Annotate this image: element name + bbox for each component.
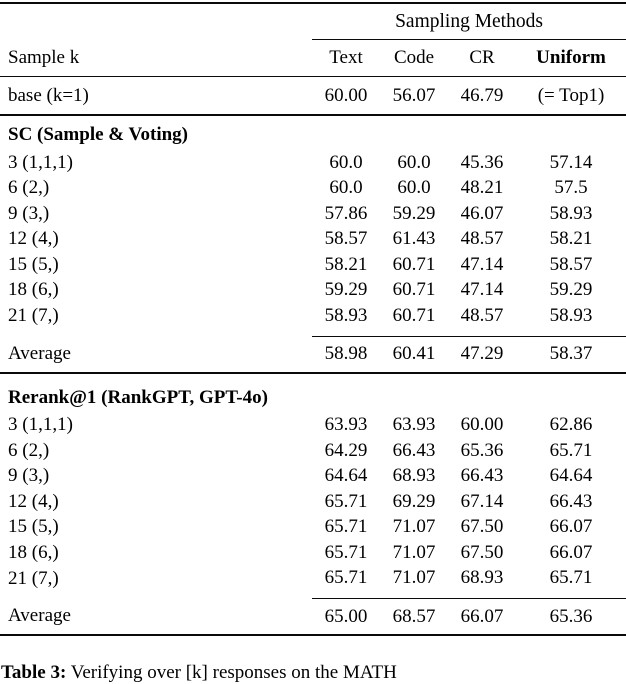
row-value: 60.71 — [392, 304, 436, 326]
row-label: 9 (3,) — [8, 202, 50, 224]
row-label: 18 (6,) — [8, 279, 59, 301]
row-value: 67.14 — [460, 490, 504, 512]
row-value: 59.29 — [324, 279, 368, 301]
row-label: 15 (5,) — [8, 516, 59, 538]
section-title-row — [0, 115, 626, 150]
col-header-cr: CR — [448, 40, 516, 77]
row-value: 57.86 — [324, 202, 368, 224]
row-value: 64.29 — [324, 439, 368, 461]
col-header-sample-k: Sample k — [0, 40, 312, 77]
row-value: 58.57 — [324, 228, 368, 250]
average-value: 65.36 — [516, 599, 626, 636]
average-label: Average — [0, 336, 312, 373]
section-title-row — [0, 373, 626, 413]
average-value: 65.00 — [312, 599, 380, 636]
row-label: 6 (2,) — [8, 177, 50, 199]
row-value: 59.29 — [549, 279, 593, 301]
row-label: 15 (5,) — [8, 253, 59, 275]
base-row — [0, 77, 626, 116]
row-value: 65.36 — [460, 439, 504, 461]
results-table — [0, 2, 626, 636]
table-caption — [0, 662, 626, 684]
average-value: 66.07 — [448, 599, 516, 636]
row-value: 58.93 — [549, 304, 593, 326]
base-value-code: 56.07 — [380, 77, 448, 116]
row-value: 68.93 — [392, 465, 436, 487]
row-label: 3 (1,1,1) — [8, 414, 73, 436]
table-row — [0, 413, 626, 439]
table-sections — [0, 115, 626, 635]
col-header-uniform: Uniform — [516, 40, 626, 77]
row-value: 58.93 — [324, 304, 368, 326]
row-label: 21 (7,) — [8, 567, 59, 589]
row-value: 57.14 — [549, 151, 593, 173]
row-value: 66.07 — [549, 516, 593, 538]
row-value: 63.93 — [392, 414, 436, 436]
table-row — [0, 540, 626, 566]
row-value: 60.71 — [392, 279, 436, 301]
row-value: 67.50 — [460, 516, 504, 538]
row-value: 62.86 — [549, 414, 593, 436]
column-header-row — [0, 40, 626, 77]
average-label: Average — [8, 605, 71, 627]
group-header: Sampling Methods — [312, 3, 626, 40]
row-value: 58.21 — [549, 228, 593, 250]
table-row — [0, 278, 626, 304]
row-value: 58.57 — [549, 253, 593, 275]
row-value: 66.43 — [392, 439, 436, 461]
row-value: 47.14 — [460, 253, 504, 275]
row-value: 59.29 — [392, 202, 436, 224]
section-title: SC (Sample & Voting) — [8, 124, 188, 145]
base-value-cr: 46.79 — [448, 77, 516, 116]
row-value: 58.21 — [324, 253, 368, 275]
row-value: 63.93 — [324, 414, 368, 436]
row-value: 47.14 — [460, 279, 504, 301]
table-row — [0, 303, 626, 336]
row-value: 60.0 — [397, 177, 431, 199]
table-row — [0, 515, 626, 541]
average-value: 58.37 — [516, 336, 626, 373]
row-value: 65.71 — [549, 439, 593, 461]
row-label: 21 (7,) — [8, 305, 59, 326]
row-value: 46.07 — [460, 202, 504, 224]
row-value: 61.43 — [392, 228, 436, 250]
row-label: 12 (4,) — [8, 490, 59, 512]
group-header-row — [0, 3, 626, 40]
average-row — [0, 599, 626, 636]
row-value: 71.07 — [392, 567, 436, 589]
base-row-label: base (k=1) — [0, 77, 312, 116]
caption-label: Table 3: — [1, 662, 67, 683]
row-value: 60.0 — [329, 177, 363, 199]
row-value: 66.07 — [549, 541, 593, 563]
row-value: 60.0 — [329, 151, 363, 173]
row-value: 65.71 — [549, 567, 593, 589]
row-label: 18 (6,) — [8, 541, 59, 563]
table-row — [0, 176, 626, 202]
base-value-uniform: (= Top1) — [516, 77, 626, 116]
row-value: 71.07 — [392, 541, 436, 563]
row-value: 67.50 — [460, 541, 504, 563]
row-label: 12 (4,) — [8, 228, 59, 250]
base-value-text: 60.00 — [312, 77, 380, 116]
table-row — [0, 150, 626, 176]
row-value: 60.0 — [397, 151, 431, 173]
row-value: 48.57 — [460, 304, 504, 326]
table-row — [0, 201, 626, 227]
row-value: 71.07 — [392, 516, 436, 538]
table-row — [0, 252, 626, 278]
group-header-stub — [0, 3, 312, 40]
row-value: 58.93 — [549, 202, 593, 224]
row-value: 60.00 — [460, 414, 504, 436]
row-label: 6 (2,) — [8, 439, 50, 461]
row-value: 65.71 — [324, 567, 368, 589]
row-value: 57.5 — [554, 177, 588, 199]
average-value: 68.57 — [380, 599, 448, 636]
caption-text: Verifying over [k] responses on the MATH — [66, 662, 397, 683]
col-header-text: Text — [312, 40, 380, 77]
row-value: 68.93 — [460, 567, 504, 589]
row-value: 65.71 — [324, 516, 368, 538]
table-row — [0, 438, 626, 464]
row-value: 65.71 — [324, 541, 368, 563]
row-value: 65.71 — [324, 490, 368, 512]
col-header-code: Code — [380, 40, 448, 77]
row-label: 3 (1,1,1) — [8, 151, 73, 173]
row-value: 64.64 — [324, 465, 368, 487]
table-row — [0, 227, 626, 253]
row-value: 66.43 — [549, 490, 593, 512]
row-value: 69.29 — [392, 490, 436, 512]
average-row — [0, 336, 626, 373]
average-value: 58.98 — [312, 336, 380, 373]
table-row — [0, 489, 626, 515]
section-title: Rerank@1 (RankGPT, GPT-4o) — [8, 386, 268, 408]
average-value: 60.41 — [380, 336, 448, 373]
row-value: 64.64 — [549, 465, 593, 487]
row-value: 48.21 — [460, 177, 504, 199]
average-value: 47.29 — [448, 336, 516, 373]
table-row — [0, 566, 626, 599]
row-label: 9 (3,) — [8, 465, 50, 487]
table-row — [0, 464, 626, 490]
row-value: 48.57 — [460, 228, 504, 250]
row-value: 45.36 — [460, 151, 504, 173]
row-value: 66.43 — [460, 465, 504, 487]
row-value: 60.71 — [392, 253, 436, 275]
